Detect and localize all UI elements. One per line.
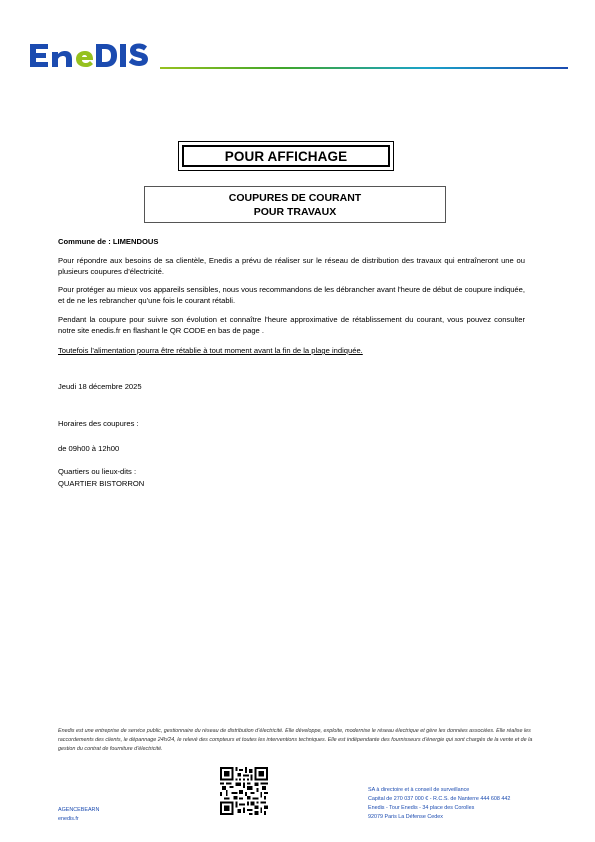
legal-line-3: Enedis - Tour Enedis - 34 place des Corolles [368,805,475,811]
paragraph-intro: Pour répondre aux besoins de sa clientèle, Enedis a prévu de réaliser sur le réseau de distribution des travaux qui entraîneront une ou plusieurs coupures d’électricité. [58,256,525,276]
legal-line-4: 92079 Paris La Défense Cedex [368,814,443,820]
agency-name: AGENCEBEARN [58,807,100,813]
hours-label: Horaires des coupures : [58,419,139,428]
paragraph-qr: Pendant la coupure pour suivre son évolution et connaître l'heure approximative de rétablissement du courant, vous pouvez consulter notre site enedis.fr en flashant le QR CODE en bas de page . [58,315,525,335]
notice-title-line1: COUPURES DE COURANT [228,191,362,204]
hours-value: de 09h00 à 12h00 [58,444,120,453]
paragraph-protect: Pour protéger au mieux vos appareils sensibles, nous vous recommandons de les débrancher avant l'heure de début de coupure indiquée, et de ne les rebrancher qu'une fois le courant rétabli. [58,285,525,305]
warning-text: Toutefois l’alimentation pourra être rétablie à tout moment avant la fin de la plage indiquée. [58,346,363,355]
commune: Commune de : LIMENDOUS [58,237,159,246]
notice-title-box [144,186,446,223]
legal-line-2: Capital de 270 037 000 € - R.C.S. de Nanterre 444 608 442 [368,796,511,802]
places-label: Quartiers ou lieux-dits : [58,467,137,476]
outage-date: Jeudi 18 décembre 2025 [58,382,142,391]
places-value: QUARTIER BISTORRON [58,479,145,488]
footer-company-note: Enedis est une entreprise de service public, gestionnaire du réseau de distribution d’électricité. Elle développe, exploite, modernise le réseau électrique et gère les données associées. Elle réalise les raccordements des clients, le dépannage 24h/24, le relevé des compteurs et toutes les interventions techniques. Elle est indépendante des fournisseurs d’énergie qui sont chargés de la vente et de la gestion du contrat de fourniture d’électricité. [58,728,533,752]
header-gradient-line [160,67,568,69]
notice-title-line2: POUR TRAVAUX [253,205,337,218]
website-link[interactable]: enedis.fr [58,816,79,822]
footer-agency-block [58,806,99,824]
banner-text: POUR AFFICHAGE [182,145,390,167]
pour-affichage-banner [178,141,394,171]
qr-code[interactable] [220,767,268,815]
enedis-logo [28,38,156,74]
footer-legal-block [368,786,510,822]
legal-line-1: SA à directoire et à conseil de surveillance [368,787,470,793]
